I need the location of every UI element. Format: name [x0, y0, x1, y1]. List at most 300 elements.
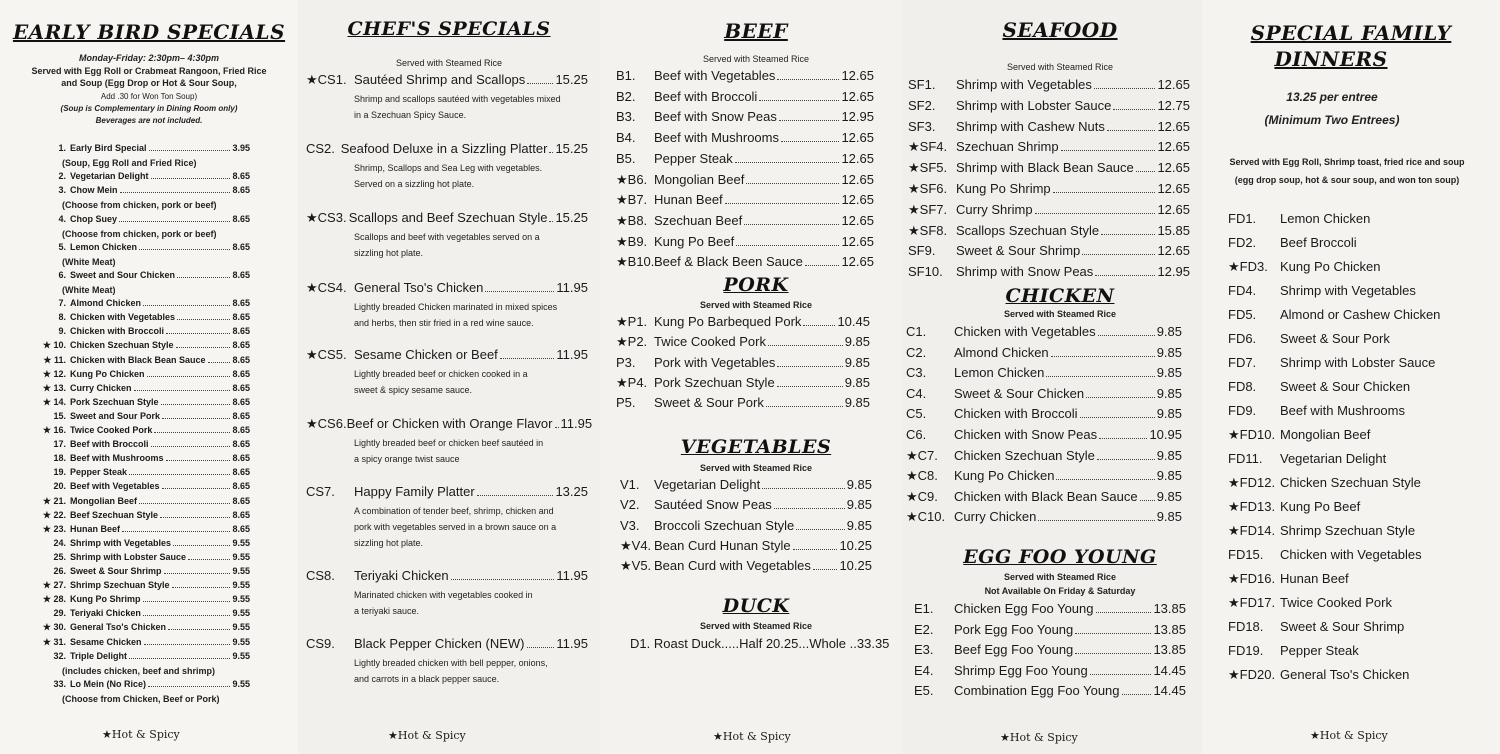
- item-price: 12.65: [841, 192, 874, 208]
- item-name: Beef with Mushrooms: [70, 453, 164, 464]
- item-number: FD6.: [1228, 331, 1257, 346]
- item-price: 8.65: [232, 298, 250, 309]
- item-note: (White Meat): [62, 256, 116, 267]
- item-name: Hunan Beef: [70, 523, 121, 534]
- duck-title: DUCK: [722, 595, 790, 617]
- menu-item: [908, 77, 1190, 92]
- egg-foo-young-served: Served with Steamed Rice: [1003, 572, 1117, 582]
- item-price: 12.65: [1157, 77, 1190, 92]
- item-number: E1.: [914, 601, 934, 616]
- item-number: ★ 21.: [42, 495, 66, 506]
- item-name: Kung Po Beef: [1280, 499, 1361, 514]
- dot-leader: [1136, 171, 1156, 172]
- item-price: 9.55: [232, 566, 250, 576]
- dot-leader: [166, 460, 231, 461]
- dot-leader: [1097, 459, 1155, 460]
- menu-item: [38, 143, 250, 157]
- menu-item: [908, 119, 1190, 134]
- dot-leader: [164, 573, 231, 574]
- item-note: (Choose from chicken, pork or beef): [62, 228, 217, 239]
- item-price: 8.65: [232, 425, 250, 435]
- menu-item: [1228, 355, 1435, 370]
- item-price: 10.25: [839, 558, 872, 574]
- menu-item: [908, 98, 1190, 113]
- item-number: ★V5.: [620, 558, 652, 574]
- item-name: Kung Po Barbequed Pork: [654, 314, 802, 329]
- item-name: Beef with Mushrooms: [654, 130, 779, 146]
- item-number: ★SF8.: [908, 222, 948, 238]
- item-name: Shrimp Egg Foo Young: [954, 662, 1088, 678]
- dot-leader: [1075, 653, 1151, 654]
- item-price: 12.95: [841, 109, 874, 125]
- dot-leader: [1096, 612, 1152, 613]
- dot-leader: [188, 559, 230, 560]
- item-note: (Soup, Egg Roll and Fried Rice): [62, 158, 197, 169]
- item-price: 10.25: [839, 537, 872, 553]
- hot-spicy-legend: ★Hot & Spicy: [102, 728, 180, 741]
- dot-leader: [154, 432, 230, 433]
- item-name: Pork Egg Foo Young: [954, 621, 1074, 637]
- item-name: Lemon Chicken: [954, 365, 1045, 381]
- item-number: 1.: [58, 143, 66, 153]
- item-price: 10.45: [837, 314, 870, 329]
- menu-item: [1228, 211, 1370, 226]
- item-name: General Tso's Chicken: [354, 280, 484, 295]
- item-name: Shrimp with Lobster Sauce: [956, 97, 1112, 113]
- dot-leader: [1122, 694, 1152, 695]
- item-price: 12.65: [1157, 201, 1190, 217]
- dot-leader: [176, 347, 231, 348]
- item-price: 10.95: [1149, 427, 1182, 442]
- item-number: ★CS5.: [306, 347, 347, 362]
- item-number: ★ 12.: [42, 368, 66, 379]
- item-number: SF3.: [908, 118, 936, 134]
- dot-leader: [144, 644, 231, 645]
- menu-item: [38, 453, 250, 467]
- item-price: 9.85: [844, 334, 870, 350]
- item-name: Shrimp with Black Bean Sauce: [956, 160, 1134, 176]
- dot-leader: [161, 404, 231, 405]
- item-name: Bean Curd Hunan Style: [654, 537, 791, 553]
- item-name: Chicken with Vegetables: [954, 324, 1096, 339]
- item-number: ★B6.: [616, 171, 648, 187]
- item-price: 9.55: [232, 551, 250, 562]
- item-description: pork with vegetables served in a brown sauce on a: [354, 522, 557, 532]
- menu-item: [1228, 571, 1349, 587]
- dot-leader: [796, 529, 845, 530]
- seafood-title: SEAFOOD: [1002, 18, 1118, 42]
- item-description: a spicy orange twist sauce: [354, 454, 460, 464]
- menu-item: [1228, 307, 1440, 322]
- item-number: ★P1.: [616, 314, 648, 329]
- menu-item: [306, 280, 588, 296]
- item-name: Vegetarian Delight: [1280, 451, 1387, 466]
- item-name: Pork Szechuan Style: [654, 374, 775, 390]
- dot-leader: [119, 221, 230, 222]
- menu-item: [616, 254, 874, 270]
- item-number: ★FD14.: [1228, 523, 1276, 538]
- menu-item: [906, 406, 1182, 421]
- item-price: 8.65: [232, 396, 250, 407]
- early-bird-days: Monday-Friday: 2:30pm– 4:30pm: [78, 53, 220, 63]
- item-name: Early Bird Special: [70, 143, 147, 153]
- dot-leader: [168, 629, 230, 630]
- item-name: Sautéed Snow Peas: [654, 497, 772, 513]
- chefs-served: Served with Steamed Rice: [395, 58, 503, 68]
- item-price: 9.85: [1156, 385, 1182, 401]
- item-price: 9.55: [232, 537, 250, 548]
- dot-leader: [781, 141, 839, 142]
- item-name: Broccoli Szechuan Style: [654, 517, 795, 533]
- early-bird-served-4: (Soup is Complementary in Dining Room only): [60, 104, 238, 113]
- item-note: (White Meat): [62, 285, 116, 295]
- item-name: Scallops Szechuan Style: [956, 222, 1100, 238]
- menu-item: [306, 210, 588, 226]
- item-price: 8.65: [232, 326, 250, 337]
- item-price: 12.65: [1157, 118, 1190, 134]
- item-name: Curry Shrimp: [956, 201, 1033, 217]
- item-number: 25.: [53, 551, 66, 562]
- menu-item: [914, 683, 1186, 698]
- item-price: 9.55: [232, 608, 250, 619]
- item-price: 8.65: [232, 241, 250, 252]
- menu-item: [914, 601, 1186, 616]
- item-number: SF2.: [908, 97, 936, 113]
- item-description: Scallops and beef with vegetables served on a: [354, 232, 540, 242]
- item-number: P3.: [616, 354, 636, 370]
- menu-item: [620, 558, 872, 574]
- egg-foo-young-availability: Not Available On Friday & Saturday: [984, 586, 1136, 596]
- menu-item: [38, 411, 250, 425]
- item-number: C4.: [906, 385, 927, 401]
- menu-item: [38, 242, 250, 256]
- menu-item: [1228, 643, 1359, 658]
- menu-item: [38, 298, 250, 312]
- dot-leader: [1101, 234, 1155, 235]
- dot-leader: [1098, 335, 1155, 336]
- item-number: SF9.: [908, 243, 936, 259]
- dot-leader: [139, 503, 230, 504]
- dot-leader: [527, 83, 553, 84]
- dot-leader: [1107, 130, 1156, 131]
- item-name: Sweet and Sour Chicken: [70, 269, 176, 280]
- item-name: Sweet & Sour Shrimp: [70, 566, 162, 576]
- item-description: sweet & spicy sesame sauce.: [354, 385, 473, 395]
- item-name: Shrimp with Vegetables: [70, 537, 172, 548]
- item-number: 2.: [58, 171, 66, 182]
- item-price: 11.95: [556, 280, 588, 295]
- menu-item: [38, 637, 250, 651]
- menu-item: [616, 172, 874, 188]
- menu-item: [1228, 547, 1422, 562]
- item-number: ★P2.: [616, 334, 648, 350]
- item-price: 8.65: [232, 481, 250, 492]
- item-price: 13.85: [1153, 642, 1186, 658]
- item-price: 12.65: [1157, 181, 1190, 196]
- item-number: ★B8.: [616, 212, 648, 228]
- item-name: Chicken Szechuan Style: [1280, 475, 1421, 490]
- item-price: 9.55: [232, 678, 250, 689]
- menu-item: [616, 314, 870, 330]
- item-price: 8.65: [232, 213, 250, 224]
- item-name: Chicken Egg Foo Young: [954, 601, 1094, 616]
- item-number: C2.: [906, 344, 927, 360]
- dot-leader: [134, 390, 231, 391]
- duck-item: D1. Roast Duck.....Half 20.25...Whole ..33.35: [630, 636, 890, 651]
- item-name: Lemon Chicken: [70, 241, 138, 252]
- menu-item: [908, 202, 1190, 218]
- item-number: ★C9.: [906, 488, 938, 504]
- item-number: 19.: [53, 467, 66, 478]
- menu-item: [1228, 619, 1404, 634]
- dot-leader: [746, 183, 839, 184]
- item-number: ★CS1.: [306, 72, 347, 87]
- item-price: 9.85: [844, 374, 870, 390]
- dot-leader: [777, 366, 842, 367]
- item-name: Beef Egg Foo Young: [954, 642, 1074, 658]
- item-number: ★FD12.: [1228, 475, 1276, 490]
- item-number: 15.: [53, 410, 66, 421]
- menu-item: [1228, 451, 1386, 466]
- item-price: 14.45: [1153, 662, 1186, 678]
- item-description: in a Szechuan Spicy Sauce.: [354, 110, 467, 120]
- dot-leader: [162, 488, 231, 489]
- item-price: 8.65: [232, 467, 250, 478]
- dot-leader: [1053, 192, 1156, 193]
- menu-item: [38, 185, 250, 199]
- item-name: Chicken Szechuan Style: [954, 447, 1095, 463]
- item-number: CS9.: [306, 636, 335, 651]
- menu-item: [616, 109, 874, 124]
- item-number: ★FD3.: [1228, 259, 1268, 274]
- item-price: 8.65: [232, 410, 250, 421]
- menu-item: [908, 139, 1190, 155]
- menu-item: [38, 439, 250, 453]
- menu-item: [38, 214, 250, 228]
- item-price: 9.85: [846, 477, 872, 492]
- dot-leader: [1090, 674, 1152, 675]
- item-price: 8.65: [232, 354, 250, 365]
- item-description: Lightly breaded chicken with bell pepper, onions,: [354, 658, 548, 668]
- item-name: Chop Suey: [70, 213, 118, 224]
- menu-item: [616, 213, 874, 229]
- menu-item: [914, 622, 1186, 637]
- menu-item: [616, 395, 870, 410]
- menu-item: [306, 72, 588, 88]
- dot-leader: [1095, 275, 1155, 276]
- item-number: C6.: [906, 427, 927, 442]
- item-number: CS8.: [306, 568, 335, 583]
- item-number: ★C8.: [906, 468, 938, 484]
- item-number: ★SF7.: [908, 201, 948, 217]
- item-price: 12.65: [1157, 139, 1190, 155]
- menu-item: [908, 223, 1190, 239]
- item-price: 13.25: [555, 484, 588, 499]
- item-name: Chicken with Broccoli: [954, 406, 1078, 422]
- menu-item: [306, 141, 588, 156]
- menu-item: [908, 243, 1190, 258]
- item-name: Chicken with Black Bean Sauce: [954, 488, 1138, 504]
- item-number: ★ 31.: [42, 636, 66, 647]
- item-number: 32.: [53, 650, 66, 661]
- item-price: 13.85: [1153, 621, 1186, 637]
- item-name: Beef with Broccoli: [70, 439, 149, 450]
- menu-item: [38, 425, 250, 439]
- item-name: Beef with Broccoli: [654, 88, 758, 104]
- item-description: A combination of tender beef, shrimp, chicken and: [354, 506, 554, 516]
- item-number: FD2.: [1228, 235, 1257, 250]
- vegetables-title: VEGETABLES: [680, 436, 832, 458]
- item-number: V1.: [620, 477, 640, 492]
- dot-leader: [1056, 479, 1154, 480]
- menu-item: [1228, 427, 1370, 443]
- item-name: Beef with Vegetables: [654, 68, 776, 83]
- menu-item: [306, 416, 593, 432]
- item-name: Kung Po Shrimp: [956, 181, 1051, 196]
- item-name: Shrimp with Snow Peas: [956, 264, 1094, 280]
- item-note: (Choose from chicken, pork or beef): [62, 200, 217, 211]
- family-title-2: DINNERS: [1274, 47, 1388, 71]
- dot-leader: [527, 647, 555, 648]
- menu-item: [1228, 379, 1410, 394]
- item-name: Combination Egg Foo Young: [954, 683, 1120, 699]
- dot-leader: [1113, 109, 1155, 110]
- item-name: Sweet and Sour Pork: [70, 410, 161, 421]
- menu-item: [616, 355, 870, 370]
- dot-leader: [1080, 417, 1155, 418]
- item-price: 9.85: [1156, 406, 1182, 422]
- menu-item: [38, 580, 250, 594]
- menu-item: [1228, 499, 1360, 515]
- item-price: 12.65: [841, 150, 874, 166]
- item-price: 11.95: [556, 347, 588, 362]
- menu-item: [38, 383, 250, 397]
- item-name: Mongolian Beef: [654, 171, 745, 187]
- item-price: 9.55: [232, 636, 250, 647]
- item-number: B5.: [616, 150, 636, 166]
- dot-leader: [208, 362, 231, 363]
- dot-leader: [1094, 88, 1156, 89]
- beef-title: BEEF: [724, 19, 788, 43]
- item-name: Chicken Szechuan Style: [70, 340, 174, 351]
- item-number: FD7.: [1228, 355, 1257, 370]
- early-bird-served-1: Served with Egg Roll or Crabmeat Rangoon, Fried Rice: [31, 66, 267, 76]
- item-price: 12.65: [841, 88, 874, 104]
- menu-item: [616, 68, 874, 83]
- item-name: Beef Szechuan Style: [70, 509, 159, 520]
- menu-item: [616, 89, 874, 104]
- item-number: FD4.: [1228, 283, 1257, 298]
- item-price: 9.85: [1156, 468, 1182, 484]
- menu-item: [38, 608, 250, 622]
- item-name: Beef with Snow Peas: [654, 109, 777, 125]
- item-price: 9.55: [232, 650, 250, 661]
- menu-item: [38, 496, 250, 510]
- item-name: Almond Chicken: [954, 344, 1049, 360]
- chicken-served: Served with Steamed Rice: [1003, 309, 1117, 319]
- early-bird-served-2: and Soup (Egg Drop or Hot & Sour Soup,: [61, 78, 237, 88]
- item-name: Mongolian Beef: [1280, 427, 1371, 442]
- menu-item: [38, 481, 250, 495]
- menu-item: [38, 552, 250, 566]
- menu-item: [38, 326, 250, 340]
- item-price: 8.65: [232, 269, 250, 280]
- item-name: Shrimp with Lobster Sauce: [1280, 355, 1436, 370]
- item-description: Marinated chicken with vegetables cooked in: [354, 590, 533, 600]
- dot-leader: [166, 333, 230, 334]
- item-number: FD9.: [1228, 403, 1257, 418]
- item-number: SF1.: [908, 77, 936, 92]
- item-number: ★ 30.: [42, 622, 66, 633]
- item-name: Vegetarian Delight: [654, 477, 761, 492]
- item-number: FD19.: [1228, 643, 1264, 658]
- item-price: 9.85: [846, 497, 872, 513]
- item-price: 8.65: [232, 439, 250, 450]
- dot-leader: [477, 495, 554, 496]
- item-description: and herbs, then stir fried in a red wine sauce.: [354, 318, 534, 328]
- item-price: 3.95: [232, 143, 250, 153]
- item-number: ★FD16.: [1228, 571, 1276, 586]
- item-number: B3.: [616, 109, 636, 125]
- item-price: 9.85: [844, 395, 870, 411]
- dot-leader: [1075, 633, 1151, 634]
- item-number: 29.: [53, 608, 66, 619]
- item-price: 14.45: [1153, 683, 1186, 699]
- menu-item: [616, 334, 870, 350]
- item-number: ★B10.: [616, 254, 655, 270]
- item-price: 12.65: [841, 212, 874, 228]
- item-name: Beef with Mushrooms: [1280, 403, 1405, 418]
- item-name: Szechuan Shrimp: [956, 139, 1059, 155]
- dot-leader: [177, 319, 230, 320]
- item-name: Sesame Chicken: [70, 636, 142, 647]
- item-number: B4.: [616, 130, 636, 146]
- dot-leader: [735, 162, 840, 163]
- item-number: V2.: [620, 497, 640, 513]
- item-name: Hunan Beef: [654, 192, 723, 208]
- item-number: B1.: [616, 68, 636, 83]
- item-price: 8.65: [232, 185, 250, 196]
- dot-leader: [147, 376, 231, 377]
- menu-item: [908, 181, 1190, 197]
- menu-item: [1228, 331, 1390, 346]
- item-number: ★SF4.: [908, 139, 948, 155]
- item-price: 8.65: [232, 523, 250, 534]
- chefs-specials-title: CHEF'S SPECIALS: [347, 18, 551, 40]
- menu-item: [38, 510, 250, 524]
- early-bird-title: EARLY BIRD SPECIALS: [12, 20, 286, 44]
- item-name: Happy Family Platter: [354, 484, 475, 499]
- menu-item: [906, 427, 1182, 442]
- item-number: ★ 10.: [42, 340, 66, 351]
- item-number: E4.: [914, 662, 934, 678]
- item-number: CS2.: [306, 141, 335, 156]
- menu-item: [620, 477, 872, 492]
- dot-leader: [779, 120, 840, 121]
- dot-leader: [555, 427, 559, 428]
- dot-leader: [129, 658, 230, 659]
- item-name: Mongolian Beef: [70, 495, 137, 506]
- item-name: Kung Po Chicken: [70, 368, 145, 379]
- dot-leader: [777, 79, 839, 80]
- menu-item: [1228, 259, 1380, 275]
- menu-item: [1228, 403, 1405, 418]
- item-number: C5.: [906, 406, 927, 422]
- item-description: Shrimp and scallops sautéed with vegetables mixed: [354, 94, 561, 104]
- dot-leader: [500, 358, 555, 359]
- dot-leader: [149, 150, 231, 151]
- item-price: 9.85: [1156, 324, 1182, 339]
